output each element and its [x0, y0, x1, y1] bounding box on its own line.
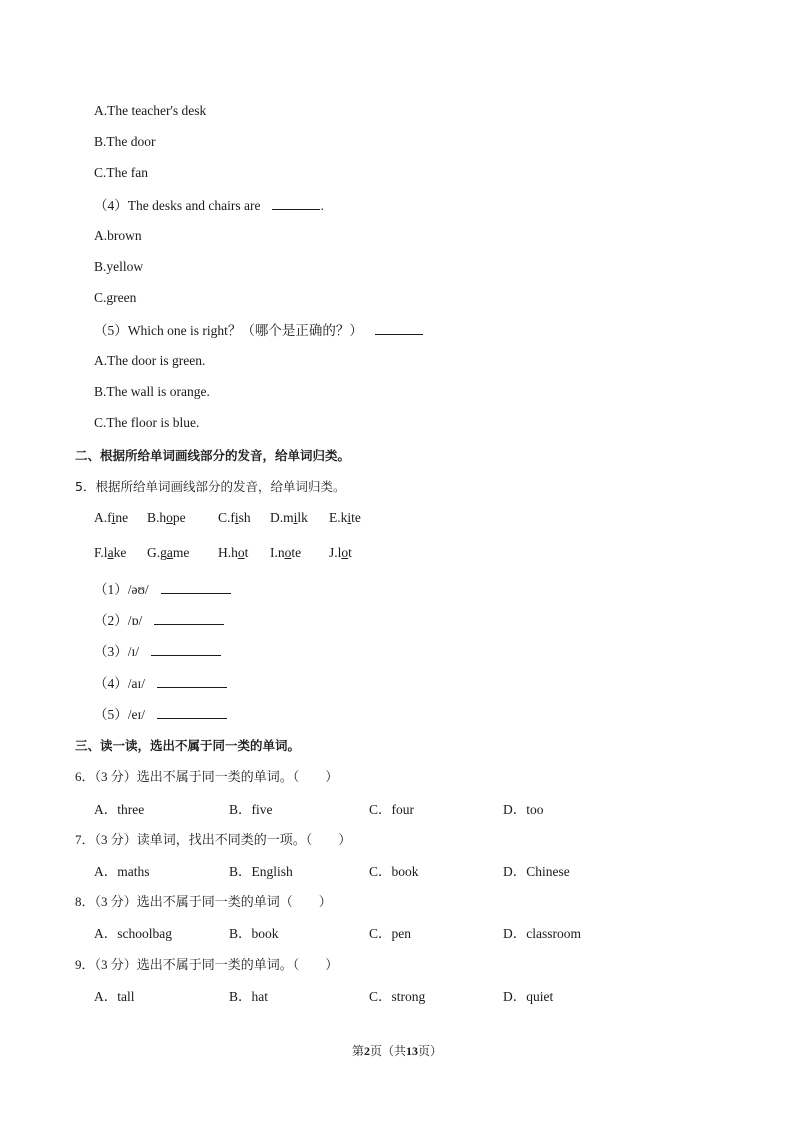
word-option [94, 510, 128, 526]
question-6-stem: 6．（3 分）选出不属于同一类的单词。（ ） [75, 769, 339, 784]
word-option [94, 545, 126, 561]
phonetic-5-line [94, 704, 227, 724]
underlined-letter: a [166, 545, 173, 560]
underlined-letter: a [107, 545, 114, 560]
q4-stem: （4）The desks and chairs are [94, 198, 261, 213]
question-8-stem: 8．（3 分）选出不属于同一类的单词（ ） [75, 894, 332, 909]
word-suffix: sh [238, 510, 251, 525]
phonetic-3-line [94, 641, 221, 661]
phonetic-5-blank[interactable] [157, 704, 227, 719]
q4-answer-blank[interactable] [272, 195, 320, 210]
phonetic-1: （1）/əʊ/ [94, 582, 149, 597]
underlined-letter: i [234, 510, 239, 525]
question-9-option-b[interactable]: B．hat [229, 989, 268, 1004]
question-7-option-c[interactable]: C．book [369, 864, 419, 879]
q3-option-b: B.The door [94, 134, 156, 149]
word-option [270, 510, 308, 526]
phonetic-4: （4）/aɪ/ [94, 676, 145, 691]
phonetic-4-blank[interactable] [157, 673, 227, 688]
question-7-option-b[interactable]: B．English [229, 864, 293, 879]
question-9-stem: 9．（3 分）选出不属于同一类的单词。（ ） [75, 957, 339, 972]
question-6-option-d[interactable]: D．too [503, 802, 544, 817]
page-footer [0, 1042, 794, 1059]
underlined-letter: i [111, 510, 116, 525]
phonetic-3-blank[interactable] [151, 641, 221, 656]
question-7-option-a[interactable]: A．maths [94, 864, 150, 879]
question-6-option-c[interactable]: C．four [369, 802, 414, 817]
underlined-letter: o [237, 545, 245, 560]
phonetic-2-blank[interactable] [154, 610, 224, 625]
word-option [329, 510, 361, 526]
footer-suffix: 页） [418, 1044, 443, 1058]
question-7-option-d[interactable]: D．Chinese [503, 864, 570, 879]
section-3-title: 三、读一读，选出不属于同一类的单词。 [75, 738, 301, 753]
phonetic-4-line [94, 673, 227, 693]
footer-prefix: 第 [351, 1044, 364, 1058]
q5-option-c: C.The floor is blue. [94, 415, 200, 430]
word-suffix: te [351, 510, 361, 525]
q4-option-c: C.green [94, 290, 137, 305]
word-prefix: D.m [270, 510, 294, 525]
word-prefix: G.g [147, 545, 167, 560]
question-8-option-b[interactable]: B．book [229, 926, 279, 941]
underlined-letter: o [341, 545, 349, 560]
footer-middle: 页（共 [369, 1044, 406, 1058]
word-option [270, 545, 301, 561]
question-8-option-d[interactable]: D．classroom [503, 926, 581, 941]
word-suffix: me [172, 545, 190, 560]
q3-option-a: A.The teacher's desk [94, 103, 207, 118]
question-5-stem: 5．根据所给单词画线部分的发音，给单词归类。 [75, 479, 346, 494]
word-suffix: t [348, 545, 352, 560]
q3-option-c: C.The fan [94, 165, 148, 180]
phonetic-1-line [94, 579, 231, 599]
word-prefix: F.l [94, 545, 108, 560]
word-prefix: E.k [329, 510, 348, 525]
word-suffix: lk [297, 510, 308, 525]
question-7-stem: 7．（3 分）读单词，找出不同类的一项。（ ） [75, 832, 352, 847]
word-prefix: I.n [270, 545, 285, 560]
word-suffix: t [244, 545, 249, 560]
question-9-option-c[interactable]: C．strong [369, 989, 426, 1004]
question-8-option-c[interactable]: C．pen [369, 926, 411, 941]
q5-stem-line [94, 320, 423, 340]
word-option [147, 545, 189, 561]
question-6-option-b[interactable]: B．five [229, 802, 273, 817]
word-suffix: ne [115, 510, 129, 525]
question-6-option-a[interactable]: A．three [94, 802, 145, 817]
underlined-letter: o [284, 545, 292, 560]
phonetic-5: （5）/eɪ/ [94, 707, 145, 722]
word-suffix: te [291, 545, 302, 560]
word-prefix: J.l [329, 545, 342, 560]
phonetic-2-line [94, 610, 224, 630]
word-suffix: pe [172, 510, 186, 525]
footer-page-number: 2 [363, 1044, 370, 1058]
q4-option-a: A.brown [94, 228, 142, 243]
word-option [218, 510, 251, 526]
word-prefix: C.f [218, 510, 235, 525]
word-option [329, 545, 352, 561]
q5-stem: （5）Which one is right？（哪个是正确的？） [94, 323, 363, 338]
word-suffix: ke [113, 545, 127, 560]
phonetic-1-blank[interactable] [161, 579, 231, 594]
q5-answer-blank[interactable] [375, 320, 423, 335]
phonetic-3: （3）/ɪ/ [94, 644, 140, 659]
question-9-option-a[interactable]: A．tall [94, 989, 135, 1004]
word-prefix: B.h [147, 510, 167, 525]
q5-option-a: A.The door is green. [94, 353, 206, 368]
question-9-option-d[interactable]: D．quiet [503, 989, 554, 1004]
section-2-title: 二、根据所给单词画线部分的发音，给单词归类。 [75, 448, 351, 463]
word-prefix: H.h [218, 545, 238, 560]
question-8-option-a[interactable]: A．schoolbag [94, 926, 172, 941]
underlined-letter: o [166, 510, 173, 525]
q5-option-b: B.The wall is orange. [94, 384, 210, 399]
q4-period: . [320, 198, 324, 213]
phonetic-2: （2）/ɒ/ [94, 613, 143, 628]
q4-stem-line [94, 195, 324, 215]
word-option [218, 545, 248, 561]
word-prefix: A.f [94, 510, 112, 525]
word-option [147, 510, 186, 526]
footer-total-pages: 13 [406, 1044, 418, 1058]
underlined-letter: i [347, 510, 352, 525]
underlined-letter: i [293, 510, 298, 525]
q4-option-b: B.yellow [94, 259, 144, 274]
